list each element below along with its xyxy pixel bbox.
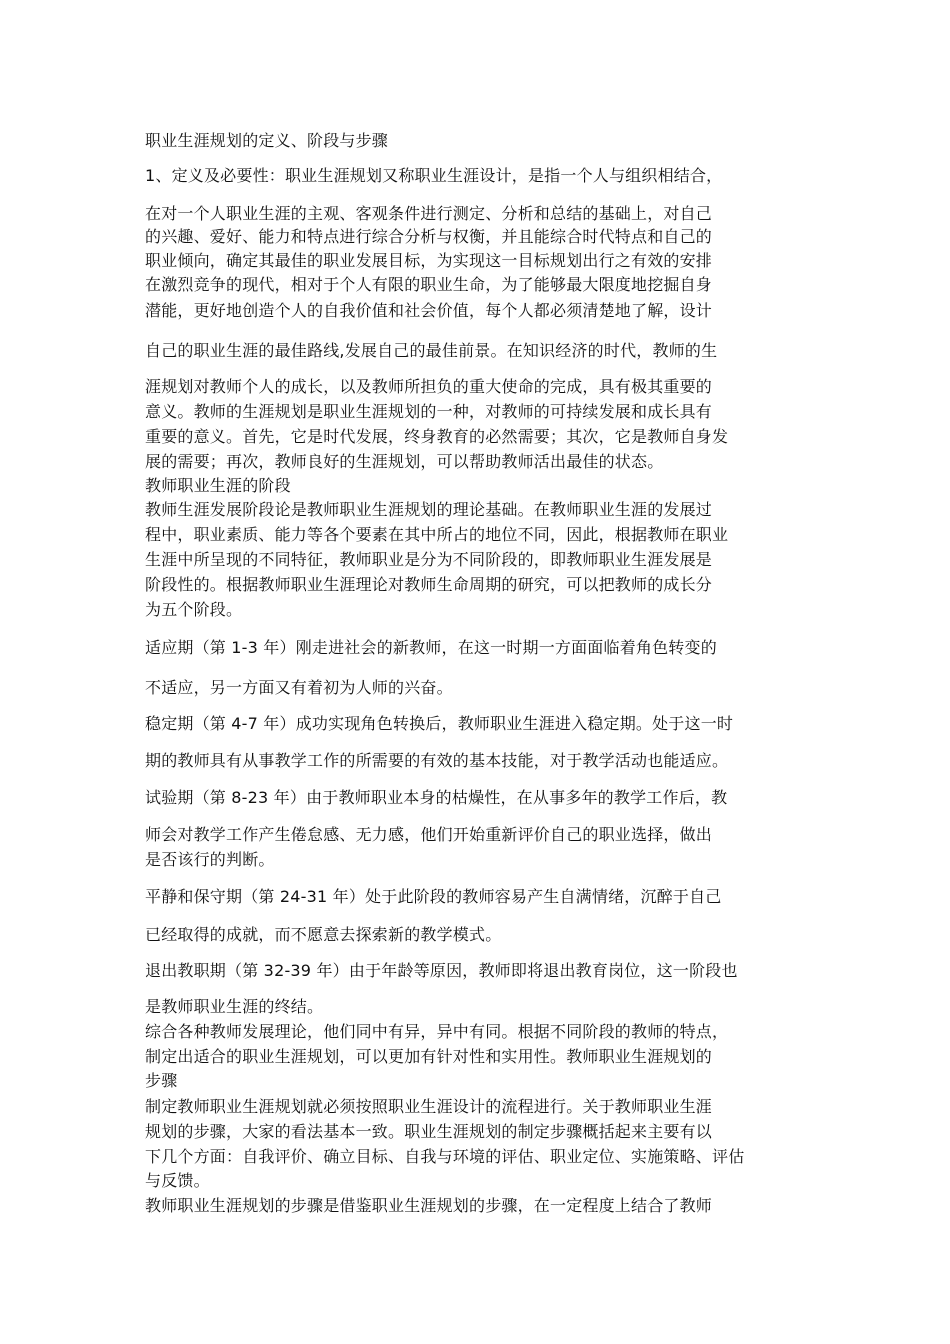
text-line: 与反馈。 <box>145 1171 210 1190</box>
text-line: 已经取得的成就，而不愿意去探索新的教学模式。 <box>145 925 502 944</box>
text-line: 是否该行的判断。 <box>145 850 275 869</box>
text-line: 职业倾向，确定其最佳的职业发展目标，为实现这一目标规划出行之有效的安排 <box>145 251 713 270</box>
text-line: 综合各种教师发展理论，他们同中有异，异中有同。根据不同阶段的教师的特点， <box>145 1022 729 1041</box>
section-heading: 教师职业生涯的阶段 <box>145 476 291 495</box>
text-line: 程中，职业素质、能力等各个要素在其中所占的地位不同，因此，根据教师在职业 <box>145 525 729 544</box>
text-line: 期的教师具有从事教学工作的所需要的有效的基本技能，对于教学活动也能适应。 <box>145 751 729 770</box>
text-line: 适应期（第 1-3 年）刚走进社会的新教师，在这一时期一方面面临着角色转变的 <box>145 638 717 657</box>
text-line: 稳定期（第 4-7 年）成功实现角色转换后，教师职业生涯进入稳定期。处于这一时 <box>145 714 734 733</box>
text-line: 自己的职业生涯的最佳路线,发展自己的最佳前景。在知识经济的时代，教师的生 <box>145 341 718 360</box>
document-title: 职业生涯规划的定义、阶段与步骤 <box>145 131 389 150</box>
text-line: 在对一个人职业生涯的主观、客观条件进行测定、分析和总结的基础上，对自己 <box>145 204 713 223</box>
text-line: 潜能，更好地创造个人的自我价值和社会价值，每个人都必须清楚地了解，设计 <box>145 301 713 320</box>
text-line: 为五个阶段。 <box>145 600 243 619</box>
text-line: 意义。教师的生涯规划是职业生涯规划的一种，对教师的可持续发展和成长具有 <box>145 402 713 421</box>
text-line: 制定出适合的职业生涯规划，可以更加有针对性和实用性。教师职业生涯规划的 <box>145 1047 713 1066</box>
text-line: 平静和保守期（第 24-31 年）处于此阶段的教师容易产生自满情绪，沉醉于自己 <box>145 887 722 906</box>
text-line: 展的需要；再次，教师良好的生涯规划，可以帮助教师活出最佳的状态。 <box>145 452 664 471</box>
text-line: 在激烈竞争的现代，相对于个人有限的职业生命，为了能够最大限度地挖掘自身 <box>145 275 713 294</box>
text-line: 教师生涯发展阶段论是教师职业生涯规划的理论基础。在教师职业生涯的发展过 <box>145 500 713 519</box>
text-line: 步骤 <box>145 1071 178 1090</box>
text-line: 阶段性的。根据教师职业生涯理论对教师生命周期的研究，可以把教师的成长分 <box>145 575 713 594</box>
text-line: 退出教职期（第 32-39 年）由于年龄等原因，教师即将退出教育岗位，这一阶段也 <box>145 961 738 980</box>
text-line: 试验期（第 8-23 年）由于教师职业本身的枯燥性，在从事多年的教学工作后，教 <box>145 788 728 807</box>
text-line: 规划的步骤，大家的看法基本一致。职业生涯规划的制定步骤概括起来主要有以 <box>145 1122 713 1141</box>
text-line: 的兴趣、爱好、能力和特点进行综合分析与权衡，并且能综合时代特点和自己的 <box>145 227 713 246</box>
text-line: 重要的意义。首先，它是时代发展，终身教育的必然需要；其次，它是教师自身发 <box>145 427 729 446</box>
text-line: 下几个方面：自我评价、确立目标、自我与环境的评估、职业定位、实施策略、评估 <box>145 1147 745 1166</box>
text-line: 不适应，另一方面又有着初为人师的兴奋。 <box>145 678 453 697</box>
text-line: 是教师职业生涯的终结。 <box>145 997 324 1016</box>
text-line: 教师职业生涯规划的步骤是借鉴职业生涯规划的步骤，在一定程度上结合了教师 <box>145 1196 713 1215</box>
text-line: 师会对教学工作产生倦怠感、无力感，他们开始重新评价自己的职业选择，做出 <box>145 825 713 844</box>
text-line: 生涯中所呈现的不同特征，教师职业是分为不同阶段的，即教师职业生涯发展是 <box>145 550 713 569</box>
text-line: 1、定义及必要性：职业生涯规划又称职业生涯设计，是指一个人与组织相结合， <box>145 166 723 185</box>
text-line: 涯规划对教师个人的成长，以及教师所担负的重大使命的完成，具有极其重要的 <box>145 377 713 396</box>
text-line: 制定教师职业生涯规划就必须按照职业生涯设计的流程进行。关于教师职业生涯 <box>145 1097 713 1116</box>
